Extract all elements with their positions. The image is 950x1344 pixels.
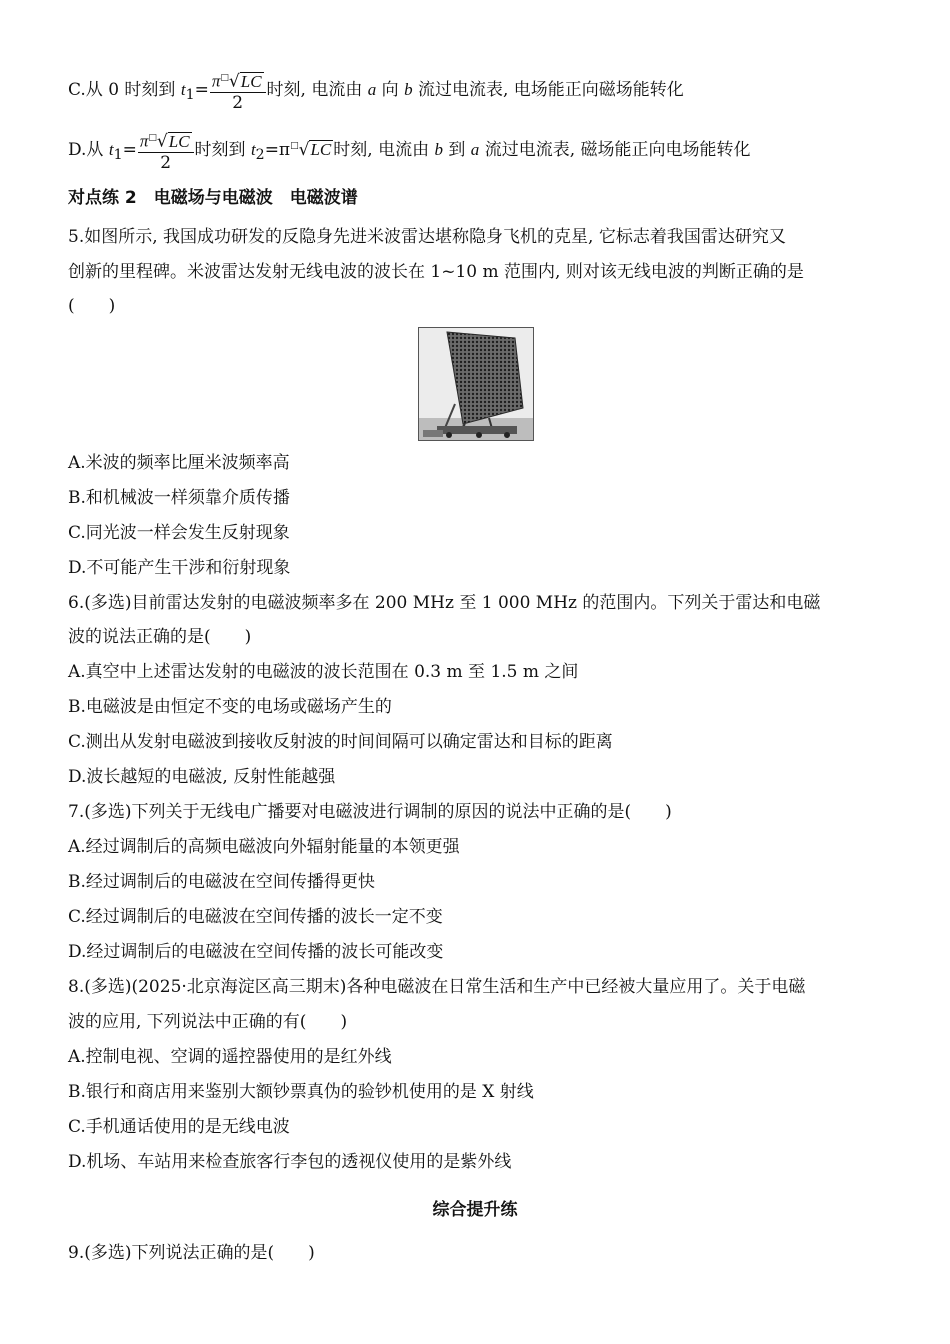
pi: π bbox=[139, 131, 149, 151]
equals: = bbox=[122, 139, 137, 160]
q7-option-a: A.经过调制后的高频电磁波向外辐射能量的本领更强 bbox=[68, 837, 460, 857]
q7-option-c: C.经过调制后的电磁波在空间传播的波长一定不变 bbox=[68, 907, 443, 927]
radar-image bbox=[418, 327, 534, 441]
q6-option-d: D.波长越短的电磁波, 反射性能越强 bbox=[68, 767, 336, 787]
q8-option-b: B.银行和商店用来鉴别大额钞票真伪的验钞机使用的是 X 射线 bbox=[68, 1082, 534, 1102]
equals-pi: =π bbox=[264, 139, 291, 160]
q6-option-c: C.测出从发射电磁波到接收反射波的时间间隔可以确定雷达和目标的距离 bbox=[68, 732, 613, 752]
section-title: 对点练 2 电磁场与电磁波 电磁波谱 bbox=[68, 188, 358, 208]
fraction: $\frac{\pi^□√LC}{2}$ bbox=[138, 128, 194, 173]
q6-option-a: A.真空中上述雷达发射的电磁波的波长范围在 0.3 m 至 1.5 m 之间 bbox=[68, 662, 579, 682]
var-b: b bbox=[434, 139, 443, 159]
q8-stem-line2: 波的应用, 下列说法中正确的有( ) bbox=[68, 1012, 348, 1032]
text: 时刻到 bbox=[194, 139, 251, 160]
text: D.从 bbox=[68, 139, 109, 160]
q6-stem-line2: 波的说法正确的是( ) bbox=[68, 627, 252, 647]
var-a: a bbox=[367, 79, 377, 99]
root-index: □ bbox=[148, 133, 157, 143]
denominator: 2 bbox=[232, 92, 244, 113]
equals: = bbox=[194, 79, 209, 100]
q5-stem-line3: ( ) bbox=[68, 296, 116, 316]
q8-option-c: C.手机通话使用的是无线电波 bbox=[68, 1117, 290, 1137]
q5-stem-line1: 5.如图所示, 我国成功研发的反隐身先进米波雷达堪称隐身飞机的克星, 它标志着我国雷达研究又 bbox=[68, 227, 786, 247]
q6-option-b: B.电磁波是由恒定不变的电场或磁场产生的 bbox=[68, 697, 392, 717]
var-t: t bbox=[108, 139, 114, 159]
section-title-comprehensive: 综合提升练 bbox=[432, 1200, 518, 1220]
q8-option-a: A.控制电视、空调的遥控器使用的是红外线 bbox=[68, 1047, 392, 1067]
q8-option-d: D.机场、车站用来检查旅客行李包的透视仪使用的是紫外线 bbox=[68, 1152, 512, 1172]
q5-option-a: A.米波的频率比厘米波频率高 bbox=[68, 453, 290, 473]
q5-stem-line2: 创新的里程碑。米波雷达发射无线电波的波长在 1~10 m 范围内, 则对该无线电波的判断正确的是 bbox=[68, 262, 804, 282]
text: 时刻, 电流由 bbox=[266, 79, 368, 100]
root-index: □ bbox=[290, 141, 299, 152]
var-t: t bbox=[250, 139, 256, 159]
q9-stem: 9.(多选)下列说法正确的是( ) bbox=[68, 1243, 315, 1263]
q8-stem-line1: 8.(多选)(2025·北京海淀区高三期末)各种电磁波在日常生活和生产中已经被大量应用了。关于电磁 bbox=[68, 977, 806, 997]
text: 到 bbox=[442, 139, 471, 160]
radicand: LC bbox=[240, 71, 262, 91]
q5-option-b: B.和机械波一样须靠介质传播 bbox=[68, 488, 290, 508]
q6-stem-line1: 6.(多选)目前雷达发射的电磁波频率多在 200 MHz 至 1 000 MHz 的范围内。下列关于雷达和电磁 bbox=[68, 593, 821, 613]
radar-illustration bbox=[419, 328, 533, 440]
q7-option-b: B.经过调制后的电磁波在空间传播得更快 bbox=[68, 872, 375, 892]
text: 向 bbox=[376, 79, 405, 100]
option-c-prev bbox=[68, 68, 684, 113]
root-index: □ bbox=[220, 73, 229, 83]
text: 流过电流表, 磁场能正向电场能转化 bbox=[479, 139, 751, 160]
q7-stem: 7.(多选)下列关于无线电广播要对电磁波进行调制的原因的说法中正确的是( ) bbox=[68, 802, 672, 822]
text: C.从 0 时刻到 bbox=[68, 79, 181, 100]
radicand: LC bbox=[168, 131, 190, 151]
fraction: $\frac{\pi^□√LC}{2}$ bbox=[210, 68, 266, 113]
denominator: 2 bbox=[160, 152, 172, 173]
q7-option-d: D.经过调制后的电磁波在空间传播的波长可能改变 bbox=[68, 942, 444, 962]
pi: π bbox=[211, 71, 221, 91]
subscript: 1 bbox=[185, 87, 195, 104]
q5-option-d: D.不可能产生干涉和衍射现象 bbox=[68, 558, 291, 578]
var-t: t bbox=[180, 79, 186, 99]
option-d-prev: D.从 $t_1=$ $\frac{\pi^□√LC}{2}$ 时刻到 $t_2=\pi^□√LC$ 时刻, 电流由 b 到 a 流过电流表, 磁场能正向电场能转化 bbox=[68, 128, 751, 173]
radicand: LC bbox=[310, 139, 332, 159]
subscript: 1 bbox=[113, 147, 123, 164]
q5-option-c: C.同光波一样会发生反射现象 bbox=[68, 523, 290, 543]
text: 流过电流表, 电场能正向磁场能转化 bbox=[412, 79, 684, 100]
subscript: 2 bbox=[255, 147, 265, 164]
var-b: b bbox=[404, 79, 413, 99]
text: 时刻, 电流由 bbox=[333, 139, 435, 160]
var-a: a bbox=[470, 139, 480, 159]
